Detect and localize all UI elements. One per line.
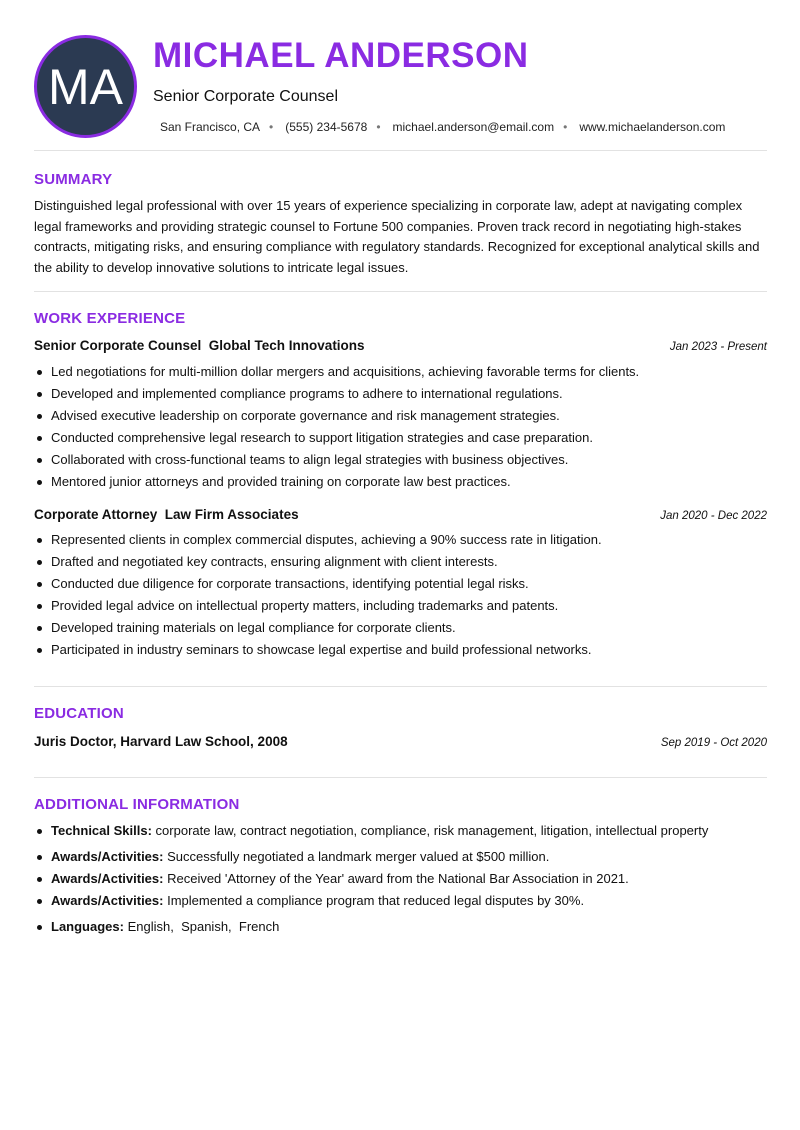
job-dates: Jan 2023 - Present — [669, 341, 767, 353]
item-label: Awards/Activities: — [51, 871, 164, 886]
job-title-line — [34, 338, 365, 353]
list-item — [34, 820, 767, 846]
contact-separator: • — [563, 120, 568, 134]
item-value: corporate law, contract negotiation, compliance, risk management, litigation, intellectual property — [155, 823, 709, 838]
list-item — [34, 868, 767, 890]
contact-bar — [160, 120, 725, 134]
item-value: Received 'Attorney of the Year' award from the National Bar Association in 2021. — [167, 871, 629, 886]
job-role: Corporate Attorney — [34, 507, 158, 522]
list-item: Developed training materials on legal compliance for corporate clients. — [34, 617, 767, 639]
item-label: Awards/Activities: — [51, 849, 164, 864]
summary-heading: SUMMARY — [34, 171, 113, 188]
contact-location: San Francisco, CA — [160, 120, 261, 134]
avatar-initials: MA — [48, 58, 123, 115]
item-label: Awards/Activities: — [51, 893, 164, 908]
contact-website[interactable]: www.michaelanderson.com — [579, 120, 726, 134]
experience-heading: WORK EXPERIENCE — [34, 310, 186, 327]
list-item: Represented clients in complex commercial disputes, achieving a 90% success rate in litigation. — [34, 529, 767, 551]
contact-separator: • — [376, 120, 381, 134]
item-label: Technical Skills: — [51, 823, 152, 838]
list-item: Advised executive leadership on corporate governance and risk management strategies. — [34, 405, 767, 427]
list-item: Mentored junior attorneys and provided training on corporate law best practices. — [34, 471, 767, 493]
divider — [34, 777, 767, 778]
contact-email[interactable]: michael.anderson@email.com — [392, 120, 555, 134]
contact-phone: (555) 234-5678 — [285, 120, 368, 134]
job-bullet-list — [34, 361, 767, 493]
list-item — [34, 890, 767, 916]
list-item: Conducted comprehensive legal research to support litigation strategies and case preparation. — [34, 427, 767, 449]
job-company: Global Tech Innovations — [208, 338, 365, 353]
candidate-title: Senior Corporate Counsel — [153, 88, 338, 105]
item-value: Successfully negotiated a landmark merger valued at $500 million. — [167, 849, 550, 864]
summary-text: Distinguished legal professional with over 15 years of experience specializing in corporate law, adept at navigating complex legal frameworks and providing strategic counsel to Fortune 500 companies. Proven track record in negotiating high-stakes contracts, mitigating risks, and ensuring compliance with regulatory standards. Recognized for exceptional analytical skills and the ability to develop innovative solutions to intricate legal issues. — [34, 198, 760, 275]
list-item: Led negotiations for multi-million dollar mergers and acquisitions, achieving favorable terms for clients. — [34, 361, 767, 383]
item-value: Implemented a compliance program that reduced legal disputes by 30%. — [167, 893, 585, 908]
item-value: English, Spanish, French — [127, 919, 280, 934]
education-heading: EDUCATION — [34, 705, 124, 722]
list-item: Drafted and negotiated key contracts, ensuring alignment with client interests. — [34, 551, 767, 573]
job-title-line — [34, 507, 299, 522]
education-degree: Juris Doctor, Harvard Law School, 2008 — [34, 734, 288, 749]
job-bullet-list — [34, 529, 767, 661]
job-company: Law Firm Associates — [164, 507, 299, 522]
list-item: Developed and implemented compliance programs to adhere to international regulations. — [34, 383, 767, 405]
education-entry — [34, 734, 767, 749]
divider — [34, 291, 767, 292]
additional-heading: ADDITIONAL INFORMATION — [34, 796, 240, 813]
contact-separator: • — [269, 120, 274, 134]
list-item — [34, 916, 767, 938]
job-header — [34, 507, 767, 522]
list-item: Collaborated with cross-functional teams to align legal strategies with business objectives. — [34, 449, 767, 471]
list-item: Provided legal advice on intellectual property matters, including trademarks and patents. — [34, 595, 767, 617]
education-dates: Sep 2019 - Oct 2020 — [660, 737, 767, 749]
item-label: Languages: — [51, 919, 124, 934]
list-item: Participated in industry seminars to showcase legal expertise and build professional networks. — [34, 639, 767, 661]
divider — [34, 150, 767, 151]
candidate-name: MICHAEL ANDERSON — [153, 36, 529, 75]
additional-list — [34, 820, 767, 938]
divider — [34, 686, 767, 687]
avatar — [34, 35, 137, 138]
job-dates: Jan 2020 - Dec 2022 — [660, 510, 767, 522]
job-header — [34, 338, 767, 353]
list-item: Conducted due diligence for corporate transactions, identifying potential legal risks. — [34, 573, 767, 595]
list-item — [34, 846, 767, 868]
job-role: Senior Corporate Counsel — [34, 338, 202, 353]
